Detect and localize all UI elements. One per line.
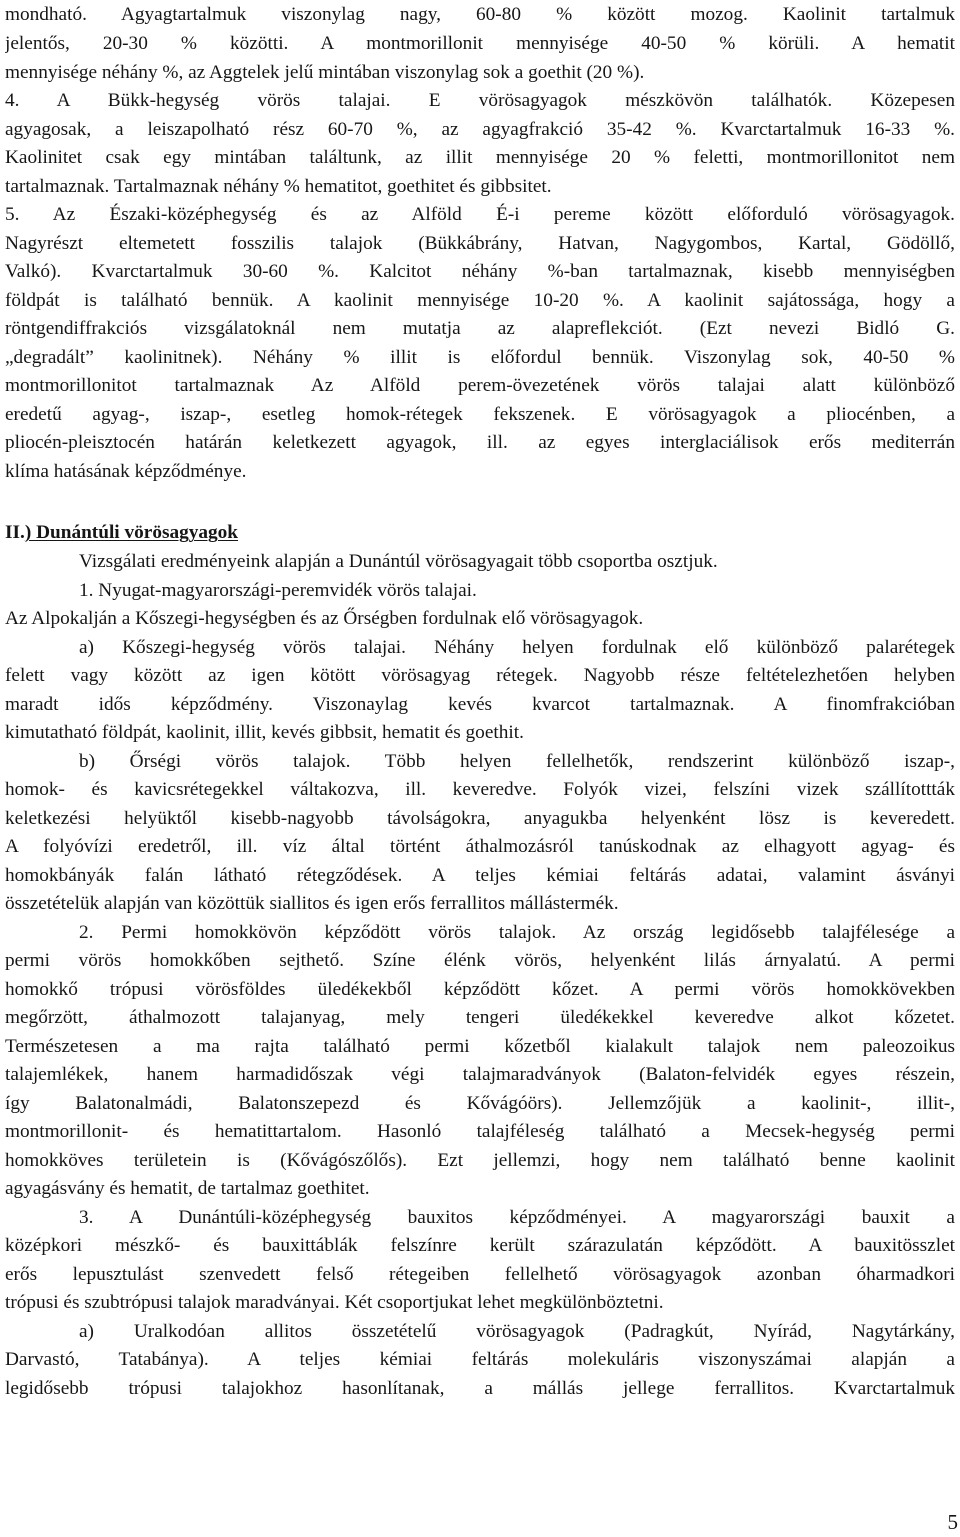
text-line: a) Uralkodóan allitos összetételű vörösagyagok (Padragkút, Nyírád, Nagytárkány, xyxy=(79,1321,955,1342)
text-line: 4. A Bükk-hegység vörös talajai. E vörösagyagok mészkövön találhatók. Közepesen xyxy=(5,90,955,111)
text-line: „degradált” kaolinitnek). Néhány % illit is előfordul bennük. Viszonylag sok, 40-50 % xyxy=(5,347,955,368)
text-line: homokbányák falán látható rétegződések. A teljes kémiai feltárás adatai, valamint ásványi xyxy=(5,865,955,886)
text-line: Természetesen a ma rajta található permi kőzetből kialakult talajok nem paleozoikus xyxy=(5,1036,955,1057)
text-line: homok- és kavicsrétegekkel váltakozva, ill. keveredve. Folyók vizei, felszíni vizek szállítottták xyxy=(5,779,955,800)
section-title: ) Dunántúli vörösagyagok xyxy=(24,522,239,543)
section-heading xyxy=(5,518,955,547)
text-line: Darvastó, Tatabánya). A teljes kémiai feltárás molekuláris viszonyszámai alapján a xyxy=(5,1349,955,1370)
text-line: homokköves területein is (Kővágószőlős). Ezt jellemzi, hogy nem található benne kaolinit xyxy=(5,1150,955,1171)
text-line: összetételük alapján van közöttük siallitos és igen erős ferrallitos mállástermék. xyxy=(5,893,619,914)
text-line: 2. Permi homokkövön képződött vörös talajok. Az ország legidősebb talajfélesége a xyxy=(79,922,955,943)
text-line: kimutatható földpát, kaolinit, illit, kevés gibbsit, hematit és goethit. xyxy=(5,722,524,743)
text-line: mondható. Agyagtartalmuk viszonylag nagy, 60-80 % között mozog. Kaolinit tartalmuk xyxy=(5,4,955,25)
text-line: klíma hatásának képződménye. xyxy=(5,461,247,482)
text-line: 5. Az Északi-középhegység és az Alföld É-i pereme között előforduló vörösagyagok. xyxy=(5,204,955,225)
text-line: 1. Nyugat-magyarországi-peremvidék vörös talajai. xyxy=(79,580,477,601)
text-line: talajemlékek, hanem harmadidőszak végi talajmaradványok (Balaton-felvidék egyes részein, xyxy=(5,1064,955,1085)
text-line: eredetű agyag-, iszap-, esetleg homok-rétegek fekszenek. E vörösagyagok a pliocénben, a xyxy=(5,404,955,425)
text-line: erős lepusztulást szenvedett felső rétegeiben fellelhető vörösagyagok azonban óharmadkori xyxy=(5,1264,955,1285)
section-number: II. xyxy=(5,522,25,543)
text-line: trópusi és szubtrópusi talajok maradványai. Két csoportjukat lehet megkülönböztetni. xyxy=(5,1292,664,1313)
text-line: a) Kőszegi-hegység vörös talajai. Néhány helyen fordulnak elő különböző palarétegek xyxy=(79,637,955,658)
text-line: Kaolinitet csak egy mintában találtunk, az illit mennyisége 20 % feletti, montmorillonitot nem xyxy=(5,147,955,168)
text-line: tartalmaznak. Tartalmaznak néhány % hematitot, goethitet és gibbsitet. xyxy=(5,176,552,197)
text-line: agyagosak, a leiszapolható rész 60-70 %, az agyagfrakció 35-42 %. Kvarctartalmuk 16-33 %. xyxy=(5,119,955,140)
text-line: Nagyrészt eltemetett fosszilis talajok (Bükkábrány, Hatvan, Nagygombos, Kartal, Gödöllő, xyxy=(5,233,955,254)
text-line: röntgendiffrakciós vizsgálatoknál nem mutatja az alapreflekciót. (Ezt nevezi Bidló G. xyxy=(5,318,955,339)
text-line: keletkezési helyüktől kisebb-nagyobb távolságokra, anyagukba helyenként lösz is keveredett. xyxy=(5,808,955,829)
text-line: Vizsgálati eredményeink alapján a Dunántúl vörösagyagait több csoportba osztjuk. xyxy=(79,551,718,572)
text-line: maradt idős képződmény. Viszonaylag kevés kvarcot tartalmaznak. A finomfrakcióban xyxy=(5,694,955,715)
text-line: homokkő trópusi vörösföldes üledékekből képződött kőzet. A permi vörös homokkövekben xyxy=(5,979,955,1000)
text-line: agyagásvány és hematit, de tartalmaz goethitet. xyxy=(5,1178,370,1199)
text-line: így Balatonalmádi, Balatonszepezd és Kővágóörs). Jellemzőjük a kaolinit-, illit-, xyxy=(5,1093,955,1114)
text-line: megőrzött, áthalmozott talajanyag, mely tengeri üledékekkel keveredve alkot kőzetet. xyxy=(5,1007,955,1028)
text-line: jelentős, 20-30 % közötti. A montmorillonit mennyisége 40-50 % körüli. A hematit xyxy=(5,33,955,54)
text-line: Az Alpokalján a Kőszegi-hegységben és az Őrségben fordulnak elő vörösagyagok. xyxy=(5,608,644,629)
text-line: felett vagy között az igen kötött vörösagyag rétegek. Nagyobb része feltételezhetően helyben xyxy=(5,665,955,686)
text-line: földpát is található bennük. A kaolinit mennyisége 10-20 %. A kaolinit sajátossága, hogy a xyxy=(5,290,955,311)
text-line: Valkó). Kvarctartalmuk 30-60 %. Kalcitot néhány %-ban tartalmaznak, kisebb mennyiségben xyxy=(5,261,955,282)
text-line: legidősebb trópusi talajokhoz hasonlítanak, a mállás jellege ferrallitos. Kvarctartalmuk xyxy=(5,1378,955,1399)
text-line: b) Őrségi vörös talajok. Több helyen fellelhetők, rendszerint különböző iszap-, xyxy=(79,751,955,772)
text-line: montmorillonitot tartalmaznak Az Alföld perem-övezetének vörös talajai alatt különböző xyxy=(5,375,955,396)
text-line: permi vörös homokkőben sejthető. Színe élénk vörös, helyenként lilás árnyalatú. A permi xyxy=(5,950,955,971)
text-line: 3. A Dunántúli-középhegység bauxitos képződményei. A magyarországi bauxit a xyxy=(79,1207,955,1228)
text-line: pliocén-pleisztocén határán keletkezett agyagok, ill. az egyes interglaciálisok erős mediterrán xyxy=(5,432,955,453)
text-line: montmorillonit- és hematittartalom. Hasonló talajféleség található a Mecsek-hegység permi xyxy=(5,1121,955,1142)
text-line: mennyisége néhány %, az Aggtelek jelű mintában viszonylag sok a goethit (20 %). xyxy=(5,62,645,83)
page-number: 5 xyxy=(947,1510,958,1534)
text-line: A folyóvízi eredetről, ill. víz által történt áthalmozásról tanúskodnak az elhagyott agyag- és xyxy=(5,836,955,857)
text-line: középkori mészkő- és bauxittáblák felszínre került szárazulatán képződött. A bauxitösszlet xyxy=(5,1235,955,1256)
